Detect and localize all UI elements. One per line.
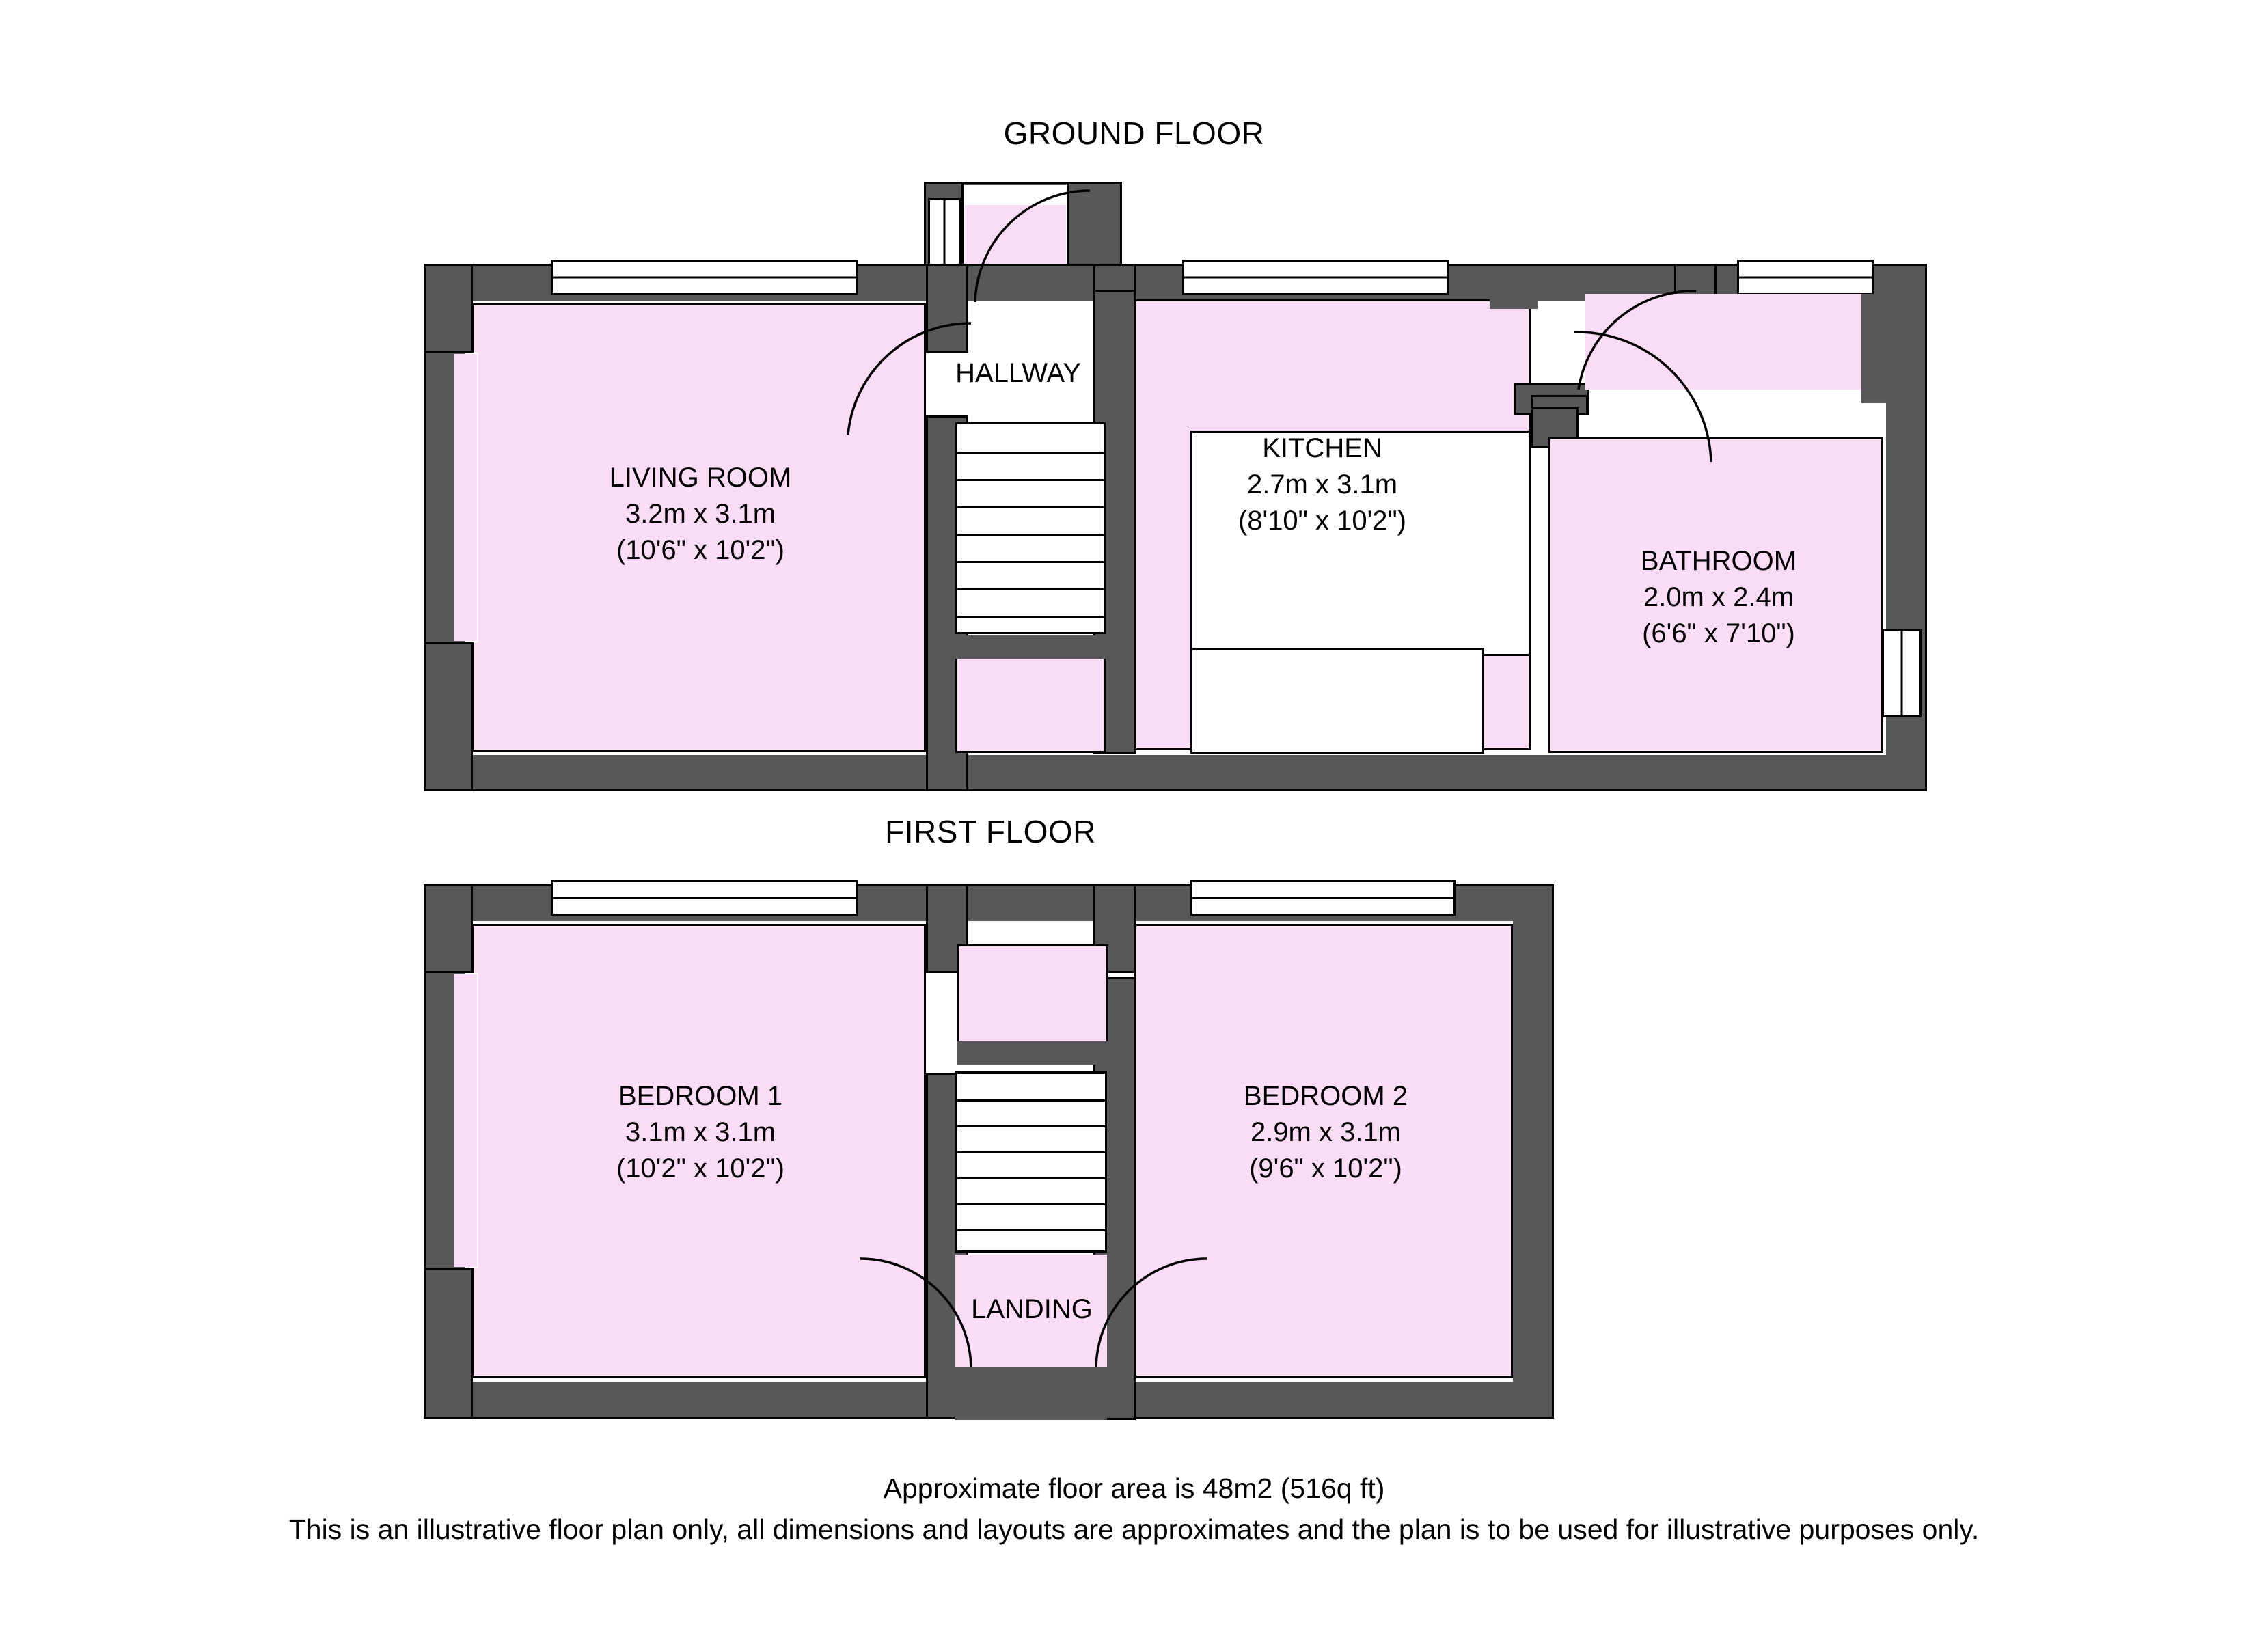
ground-floor-title: GROUND FLOOR: [1003, 115, 1265, 151]
hallway-label-name: HALLWAY: [955, 358, 1081, 388]
living-room-wall-nook-bottom: [424, 642, 473, 791]
kitchen-label-name: KITCHEN: [1262, 433, 1382, 463]
first-staircase: [955, 1071, 1107, 1253]
landing-label: [895, 1292, 1169, 1328]
living-room-label: [499, 460, 902, 568]
landing-threshold-wall: [955, 1367, 1107, 1420]
living-room-label-imperial: (10'6" x 10'2"): [616, 534, 784, 565]
kitchen-label-metric: 2.7m x 3.1m: [1246, 469, 1398, 500]
bedroom1-label-name: BEDROOM 1: [618, 1081, 783, 1111]
front-door-arc: [970, 189, 1093, 305]
bedroom1-front-window: [551, 880, 858, 916]
landing-nib: [957, 1041, 1108, 1065]
first-floor-title: FIRST FLOOR: [885, 814, 1096, 849]
ground-porch-side-window: [928, 198, 961, 271]
bathroom-label-name: BATHROOM: [1640, 546, 1797, 576]
bedroom2-label-metric: 2.9m x 3.1m: [1250, 1117, 1402, 1147]
kitchen-top-nib: [1490, 294, 1538, 309]
bedroom1-label: [499, 1078, 902, 1186]
bathroom-right-nib: [1861, 294, 1893, 403]
hallway-label: [882, 355, 1155, 392]
landing-label-name: LANDING: [971, 1294, 1093, 1324]
bathroom-label-imperial: (6'6" x 7'10"): [1642, 618, 1795, 648]
living-room-label-name: LIVING ROOM: [609, 463, 792, 493]
bedroom1-label-metric: 3.1m x 3.1m: [625, 1117, 776, 1147]
kitchen-label-imperial: (8'10" x 10'2"): [1238, 505, 1406, 536]
ground-staircase: [955, 422, 1106, 634]
bedroom2-label-name: BEDROOM 2: [1243, 1081, 1408, 1111]
first-floor-title-wrap: [0, 813, 2268, 850]
bathroom-side-window: [1882, 629, 1922, 718]
hallway-understairs-floor: [955, 656, 1106, 753]
living-room-label-metric: 3.2m x 3.1m: [625, 498, 776, 529]
floor-area-note: Approximate floor area is 48m2 (516q ft): [883, 1473, 1385, 1504]
bathroom-label: [1551, 543, 1886, 651]
bathroom-label-metric: 2.0m x 2.4m: [1643, 582, 1794, 612]
living-room-front-window: [551, 260, 858, 295]
bedroom1-wall-nook-top: [424, 884, 473, 973]
kitchen-units-block-lower: [1190, 648, 1484, 754]
kitchen-front-window: [1182, 260, 1449, 295]
living-room-wall-nook-top: [424, 264, 473, 353]
bedroom2-front-window: [1190, 880, 1456, 916]
bathroom-front-window: [1737, 260, 1874, 295]
bedroom1-wall-nook-bottom: [424, 1268, 473, 1419]
understairs-wall: [955, 636, 1107, 659]
bedroom2-label-imperial: (9'6" x 10'2"): [1249, 1153, 1402, 1184]
living-room-alcove: [454, 354, 477, 641]
bedroom1-label-imperial: (10'2" x 10'2"): [616, 1153, 784, 1184]
disclaimer-note: This is an illustrative floor plan only, all dimensions and layouts are approximates and the plan is to be used for illustrative purposes only.: [288, 1514, 1980, 1545]
bedroom2-label: [1141, 1078, 1510, 1186]
kitchen-label: [1141, 430, 1503, 538]
bathroom-door-arc: [1572, 328, 1715, 465]
bedroom1-alcove: [454, 974, 477, 1267]
